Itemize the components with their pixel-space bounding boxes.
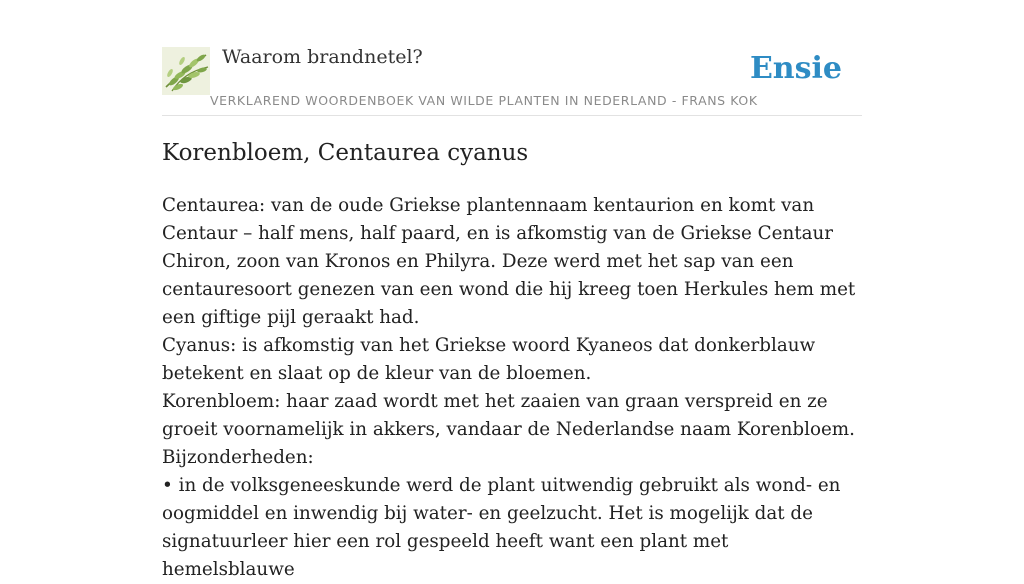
entry-body (162, 192, 862, 584)
plant-leaves-icon[interactable] (162, 47, 210, 95)
profile-subtitle: VERKLAREND WOORDENBOEK VAN WILDE PLANTEN IN NEDERLAND - FRANS KOK (210, 93, 758, 108)
entry-paragraph: Centaurea: van de oude Griekse plantennaam kentaurion en komt van Centaur – half mens, half paard, en is afkomstig van de Griekse Centaur Chiron, zoon van Kronos en Philyra. Deze werd met het sap van een centauresoort genezen van een wond die hij kreeg toen Herkules hem met een giftige pijl geraakt had. (162, 195, 856, 328)
profile-header (162, 0, 862, 116)
entry-paragraph: Bijzonderheden: (162, 447, 314, 468)
entry-paragraph: Cyanus: is afkomstig van het Griekse woord Kyaneos dat donkerblauw betekent en slaat op de kleur van de bloemen. (162, 335, 816, 384)
entry-title: Korenbloem, Centaurea cyanus (162, 140, 529, 166)
entry-paragraph: • in de volksgeneeskunde werd de plant uitwendig gebruikt als wond- en oogmiddel en inwendig bij water- en geelzucht. Het is mogelijk dat de signatuurleer hier een rol gespeeld heeft want een plant met hemelsblauwe (162, 475, 841, 580)
entry-card (162, 0, 862, 580)
profile-title[interactable]: Waarom brandnetel? (222, 46, 423, 68)
entry-paragraph: Korenbloem: haar zaad wordt met het zaaien van graan verspreid en ze groeit voornamelijk in akkers, vandaar de Nederlandse naam Korenbloem. (162, 391, 855, 440)
ensie-logo[interactable]: Ensie (749, 51, 842, 86)
